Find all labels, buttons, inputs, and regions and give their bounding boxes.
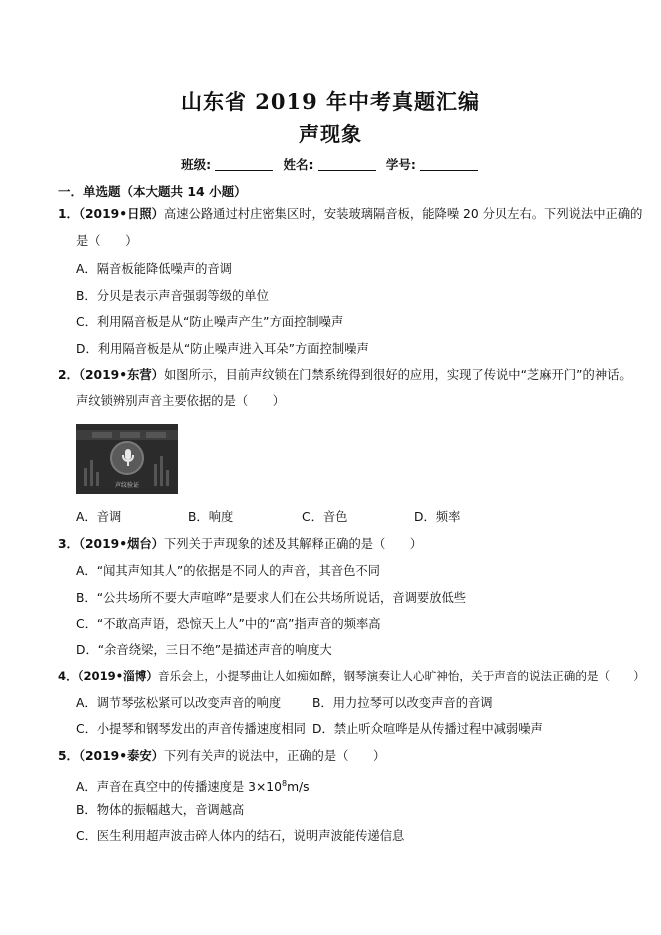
name-blank bbox=[318, 158, 376, 171]
question-source: （2019•淄博） bbox=[77, 669, 158, 683]
q2-option-a: A．音调 bbox=[76, 510, 122, 524]
name-label: 姓名: bbox=[283, 157, 314, 172]
microphone-icon bbox=[110, 441, 144, 475]
q2-option-b: B．响度 bbox=[188, 510, 234, 524]
question-number: 5． bbox=[58, 749, 79, 763]
id-blank bbox=[420, 158, 478, 171]
question-text: 高速公路通过村庄密集区时，安装玻璃隔音板，能降噪 20 分贝左右。下列说法中正确的 bbox=[163, 207, 643, 221]
question-source: （2019•泰安） bbox=[78, 749, 164, 763]
q4-option-b: B．用力拉琴可以改变声音的音调 bbox=[312, 696, 493, 710]
question-5-stem bbox=[58, 748, 621, 764]
question-text: 下列关于声现象的述及其解释正确的是（ ） bbox=[163, 537, 423, 551]
q1-option-d: D．利用隔音板是从“防止噪声进入耳朵”方面控制噪声 bbox=[76, 342, 369, 356]
q4-option-a: A．调节琴弦松紧可以改变声音的响度 bbox=[76, 696, 282, 710]
question-text: 音乐会上，小提琴曲让人如痴如醉，钢琴演奏让人心旷神怡，关于声音的说法正确的是（ ） bbox=[157, 669, 645, 683]
document-subtitle: 声现象 bbox=[299, 122, 362, 146]
figure-tag bbox=[146, 432, 166, 438]
option-a-text: A．声音在真空中的传播速度是 3×10 bbox=[76, 780, 282, 795]
q1-option-b: B．分贝是表示声音强弱等级的单位 bbox=[76, 289, 269, 303]
q4-option-c: C．小提琴和钢琴发出的声音传播速度相同 bbox=[76, 722, 306, 736]
class-blank bbox=[215, 158, 273, 171]
q2-option-c: C．音色 bbox=[302, 510, 348, 524]
question-number: 4． bbox=[58, 669, 78, 683]
question-source: （2019•烟台） bbox=[78, 537, 164, 551]
figure-tag bbox=[120, 432, 140, 438]
student-info-row bbox=[0, 155, 661, 173]
q3-option-d: D．“余音绕梁，三日不绝”是描述声音的响度大 bbox=[76, 643, 332, 657]
question-4-stem bbox=[58, 668, 645, 684]
id-label: 学号: bbox=[385, 157, 416, 172]
q3-option-c: C．“不敢高声语，恐惊天上人”中的“高”指声音的频率高 bbox=[76, 617, 381, 631]
q1-option-c: C．利用隔音板是从“防止噪声产生”方面控制噪声 bbox=[76, 315, 344, 329]
q3-option-a: A．“闻其声知其人”的依据是不同人的声音，其音色不同 bbox=[76, 564, 380, 578]
question-number: 3． bbox=[58, 537, 79, 551]
voiceprint-lock-image bbox=[76, 424, 178, 494]
q5-option-b: B．物体的振幅越大，音调越高 bbox=[76, 803, 245, 817]
figure-caption: 声纹验证 bbox=[114, 482, 139, 489]
q3-option-b: B．“公共场所不要大声喧哗”是要求人们在公共场所说话，音调要放低些 bbox=[76, 591, 467, 605]
option-a-unit: m/s bbox=[287, 780, 310, 795]
q2-option-d: D．频率 bbox=[414, 510, 461, 524]
question-2-stem-cont: 声纹锁辨别声音主要依据的是（ ） bbox=[76, 394, 286, 408]
question-source: （2019•日照） bbox=[78, 207, 164, 221]
q5-option-c: C．医生利用超声波击碎人体内的结石，说明声波能传递信息 bbox=[76, 829, 405, 843]
q4-option-d: D．禁止听众喧哗是从传播过程中减弱噪声 bbox=[312, 722, 543, 736]
question-1-stem-cont: 是（ ） bbox=[76, 234, 138, 248]
document-title: 山东省 2019 年中考真题汇编 bbox=[180, 89, 481, 114]
question-3-stem bbox=[58, 536, 621, 552]
question-source: （2019•东营） bbox=[78, 368, 164, 382]
exponent: 8 bbox=[281, 779, 288, 788]
class-label: 班级: bbox=[181, 157, 212, 172]
q1-option-a: A．隔音板能降低噪声的音调 bbox=[76, 262, 232, 276]
figure-tag bbox=[92, 432, 112, 438]
question-number: 1． bbox=[58, 207, 79, 221]
q5-option-a bbox=[76, 776, 621, 795]
question-text: 如图所示，目前声纹锁在门禁系统得到很好的应用，实现了传说中“芝麻开门”的神话。 bbox=[163, 368, 632, 382]
question-number: 2． bbox=[58, 368, 79, 382]
question-text: 下列有关声的说法中，正确的是（ ） bbox=[163, 749, 386, 763]
question-1-stem bbox=[58, 206, 643, 222]
section-heading: 一．单选题（本大题共 14 小题） bbox=[58, 184, 247, 199]
question-2-stem bbox=[58, 367, 632, 383]
